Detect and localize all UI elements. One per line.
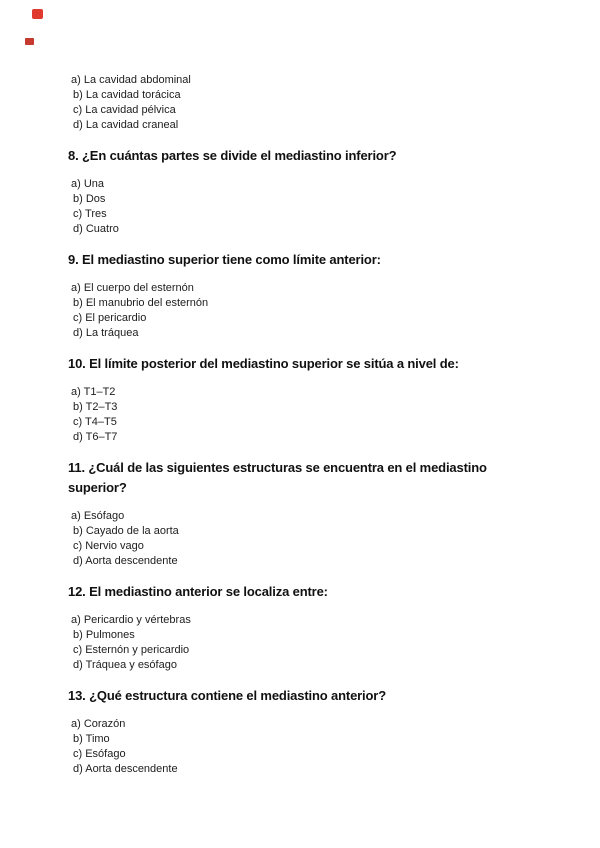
option-line: d) La cavidad craneal: [73, 119, 179, 131]
option-line: b) Pulmones: [73, 629, 135, 641]
option-line: a) T1–T2: [71, 386, 116, 398]
option-line: c) La cavidad pélvica: [73, 104, 176, 116]
question-title: 12. El mediastino anterior se localiza entre:: [68, 584, 328, 599]
option-line: a) Una: [71, 178, 105, 190]
carryover-options: [71, 73, 551, 133]
question-block: [68, 582, 551, 673]
option-line: a) Pericardio y vértebras: [71, 614, 191, 626]
question-title: 11. ¿Cuál de las siguientes estructuras se encuentra en el mediastino superior?: [68, 460, 487, 495]
option-line: a) El cuerpo del esternón: [71, 282, 194, 294]
option-line: c) Nervio vago: [73, 540, 144, 552]
question-block: [68, 354, 551, 445]
question-title: 10. El límite posterior del mediastino superior se sitúa a nivel de:: [68, 356, 459, 371]
option-line: b) El manubrio del esternón: [73, 297, 209, 309]
option-line: d) Cuatro: [73, 223, 119, 235]
option-line: b) Timo: [73, 733, 110, 745]
option-line: b) Dos: [73, 193, 106, 205]
option-line: b) T2–T3: [73, 401, 118, 413]
red-annotation-mark-bottom: [25, 38, 34, 45]
option-line: a) Esófago: [71, 510, 125, 522]
option-line: a) La cavidad abdominal: [71, 74, 191, 86]
question-options: [71, 717, 551, 777]
option-line: d) Tráquea y esófago: [73, 659, 177, 671]
option-line: b) La cavidad torácica: [73, 89, 181, 101]
option-line: c) El pericardio: [73, 312, 147, 324]
question-block: [68, 146, 551, 237]
option-line: c) T4–T5: [73, 416, 117, 428]
question-options: [71, 385, 551, 445]
option-line: d) Aorta descendente: [73, 763, 178, 775]
option-line: c) Esternón y pericardio: [73, 644, 190, 656]
question-block: [68, 458, 551, 569]
question-options: [71, 613, 551, 673]
question-options: [71, 281, 551, 341]
option-line: d) La tráquea: [73, 327, 139, 339]
option-line: c) Tres: [73, 208, 107, 220]
quiz-content: [68, 73, 551, 777]
question-list: [68, 146, 551, 777]
question-title: 13. ¿Qué estructura contiene el mediastino anterior?: [68, 688, 387, 703]
question-title: 9. El mediastino superior tiene como límite anterior:: [68, 252, 381, 267]
question-block: [68, 686, 551, 777]
question-title: 8. ¿En cuántas partes se divide el mediastino inferior?: [68, 148, 397, 163]
question-options: [71, 509, 551, 569]
option-line: d) T6–T7: [73, 431, 118, 443]
option-line: c) Esófago: [73, 748, 126, 760]
option-line: d) Aorta descendente: [73, 555, 178, 567]
option-line: b) Cayado de la aorta: [73, 525, 179, 537]
question-options: [71, 177, 551, 237]
red-annotation-mark-top: [32, 9, 43, 19]
option-line: a) Corazón: [71, 718, 126, 730]
question-block: [68, 250, 551, 341]
